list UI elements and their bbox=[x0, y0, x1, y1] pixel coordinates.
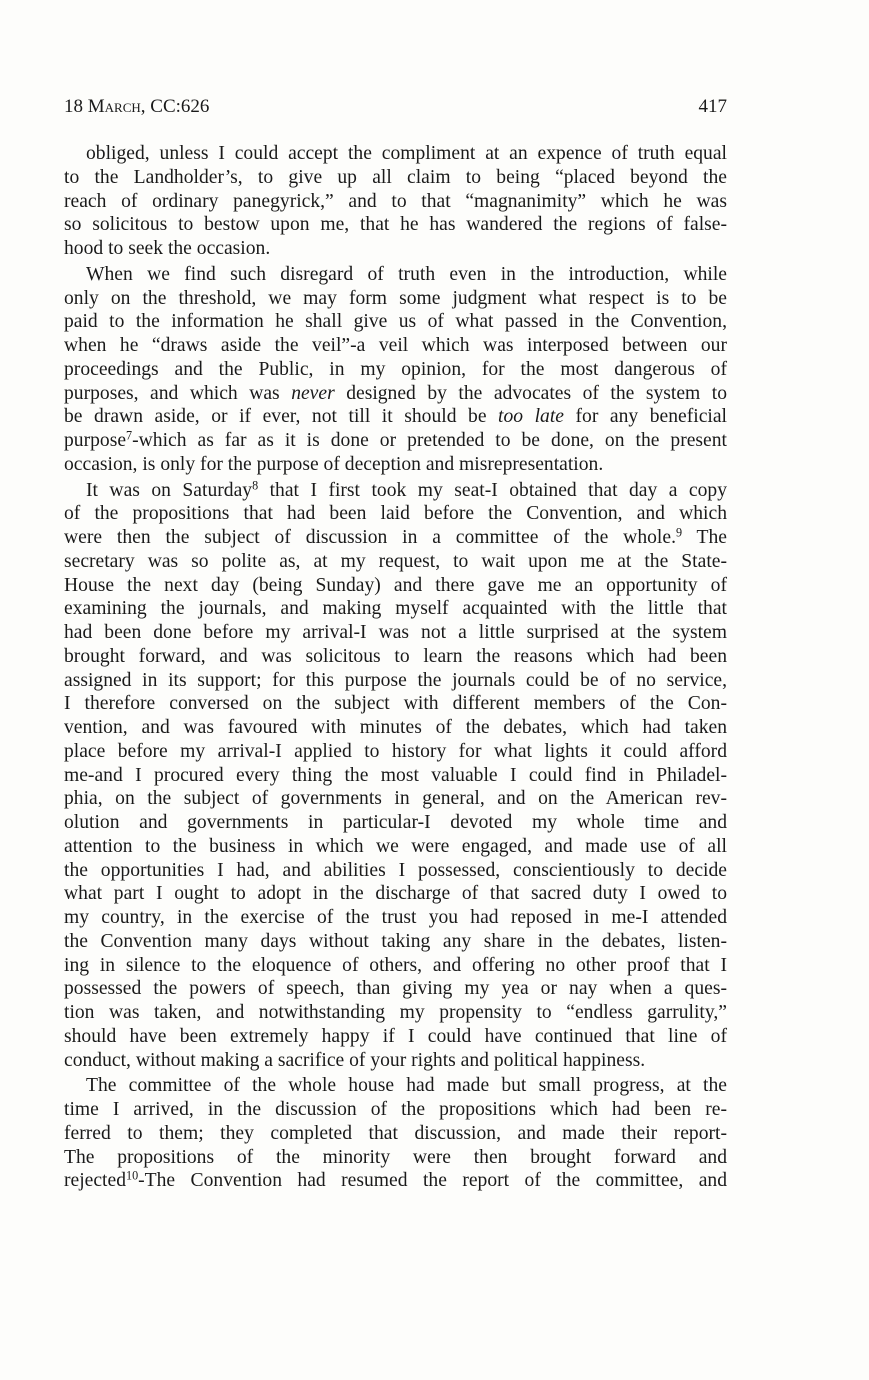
running-head bbox=[64, 96, 727, 122]
text-line: purposes, and which was never designed by the advocates of the system to bbox=[64, 382, 727, 404]
text-line: purpose$^7$-which as far as it is done or pretended to be done, on the present bbox=[64, 428, 727, 451]
text-line: The propositions of the minority were then brought forward and bbox=[64, 1146, 727, 1168]
emphasized-text: too late bbox=[498, 406, 564, 428]
text-line: my country, in the exercise of the trust you had reposed in me-I attended bbox=[64, 907, 727, 928]
page-number: 417 bbox=[698, 96, 727, 117]
paragraph bbox=[64, 142, 727, 261]
text-line: conduct, without making a sacrifice of your rights and political happiness. bbox=[64, 1049, 646, 1071]
document-page bbox=[64, 96, 727, 1193]
paragraph bbox=[64, 1074, 727, 1193]
text-line: House the next day (being Sunday) and there gave me an opportunity of bbox=[64, 574, 727, 596]
text-line: should have been extremely happy if I could have continued that line of bbox=[64, 1025, 727, 1047]
text-line: the opportunities I had, and abilities I possessed, conscientiously to decide bbox=[64, 859, 727, 881]
text-line: hood to seek the occasion. bbox=[64, 238, 271, 259]
text-line: me-and I procured every thing the most valuable I could find in Philadel- bbox=[64, 764, 727, 786]
running-head-citation bbox=[64, 96, 209, 118]
text-line: brought forward, and was solicitous to learn the reasons which had been bbox=[64, 645, 727, 667]
text-line: were then the subject of discussion in a committee of the whole.$^9$ The bbox=[64, 525, 727, 548]
text-line: vention, and was favoured with minutes of the debates, which had taken bbox=[64, 717, 727, 738]
text-line: possessed the powers of speech, than giving my yea or nay when a ques- bbox=[64, 978, 727, 1000]
text-line: had been done before my arrival-I was not a little surprised at the system bbox=[64, 622, 727, 643]
text-line: when he “draws aside the veil”-a veil which was interposed between our bbox=[64, 335, 727, 356]
text-line: It was on Saturday$^8$ that I first took my seat-I obtained that day a copy bbox=[86, 477, 727, 501]
text-line: The committee of the whole house had made but small progress, at the bbox=[86, 1075, 727, 1097]
footnote-reference: 7 bbox=[126, 428, 133, 443]
text-line: assigned in its support; for this purpose the journals could be of no service, bbox=[64, 669, 727, 691]
body-text bbox=[64, 142, 727, 1193]
text-line: When we find such disregard of truth even in the introduction, while bbox=[86, 263, 727, 285]
text-line: attention to the business in which we were engaged, and made use of all bbox=[64, 835, 727, 857]
footnote-reference: 9 bbox=[675, 525, 683, 540]
citation-doc-number: , CC:626 bbox=[140, 96, 210, 117]
text-line: obliged, unless I could accept the compliment at an expence of truth equal bbox=[86, 143, 727, 164]
text-line: ing in silence to the eloquence of others, and offering no other proof that I bbox=[64, 954, 727, 976]
text-line: phia, on the subject of governments in general, and on the American rev- bbox=[64, 788, 727, 810]
text-line: tion was taken, and notwithstanding my propensity to “endless garrulity,” bbox=[64, 1002, 727, 1023]
text-line: the Convention many days without taking any share in the debates, listen- bbox=[64, 930, 727, 952]
text-line: to the Landholder’s, to give up all claim to being “placed beyond the bbox=[64, 166, 727, 188]
text-line: of the propositions that had been laid before the Convention, and which bbox=[64, 503, 727, 525]
text-line: only on the threshold, we may form some judgment what respect is to be bbox=[64, 287, 727, 309]
text-line: I therefore conversed on the subject with different members of the Con- bbox=[64, 693, 727, 715]
citation-month: March bbox=[87, 96, 141, 117]
text-line: so solicitous to bestow upon me, that he has wandered the regions of false- bbox=[64, 214, 727, 236]
citation-day: 18 bbox=[64, 96, 88, 117]
paragraph bbox=[64, 479, 727, 1073]
text-line: what part I ought to adopt in the discharge of that sacred duty I owed to bbox=[64, 883, 727, 905]
text-line: olution and governments in particular-I devoted my whole time and bbox=[64, 812, 727, 833]
text-line: examining the journals, and making myself acquainted with the little that bbox=[64, 598, 727, 620]
text-line: paid to the information he shall give us of what passed in the Convention, bbox=[64, 311, 727, 333]
text-line: reach of ordinary panegyrick,” and to that “magnanimity” which he was bbox=[64, 190, 727, 212]
text-line: secretary was so polite as, at my request, to wait upon me at the State- bbox=[64, 550, 727, 572]
footnote-reference: 8 bbox=[252, 477, 259, 492]
text-line: place before my arrival-I applied to history for what lights it could afford bbox=[64, 740, 727, 762]
text-line: proceedings and the Public, in my opinion, for the most dangerous of bbox=[64, 358, 727, 380]
text-line: time I arrived, in the discussion of the propositions which had been re- bbox=[64, 1099, 727, 1120]
text-line: rejected$^{10}$-The Convention had resumed the report of the committee, and bbox=[64, 1168, 727, 1192]
paragraph bbox=[64, 263, 727, 477]
text-line: ferred to them; they completed that discussion, and made their report- bbox=[64, 1122, 727, 1144]
emphasized-text: never bbox=[291, 382, 335, 404]
text-line: occasion, is only for the purpose of deception and misrepresentation. bbox=[64, 453, 604, 475]
footnote-reference: 10 bbox=[126, 1168, 139, 1183]
text-line: be drawn aside, or if ever, not till it should be too late for any beneficial bbox=[64, 406, 727, 428]
